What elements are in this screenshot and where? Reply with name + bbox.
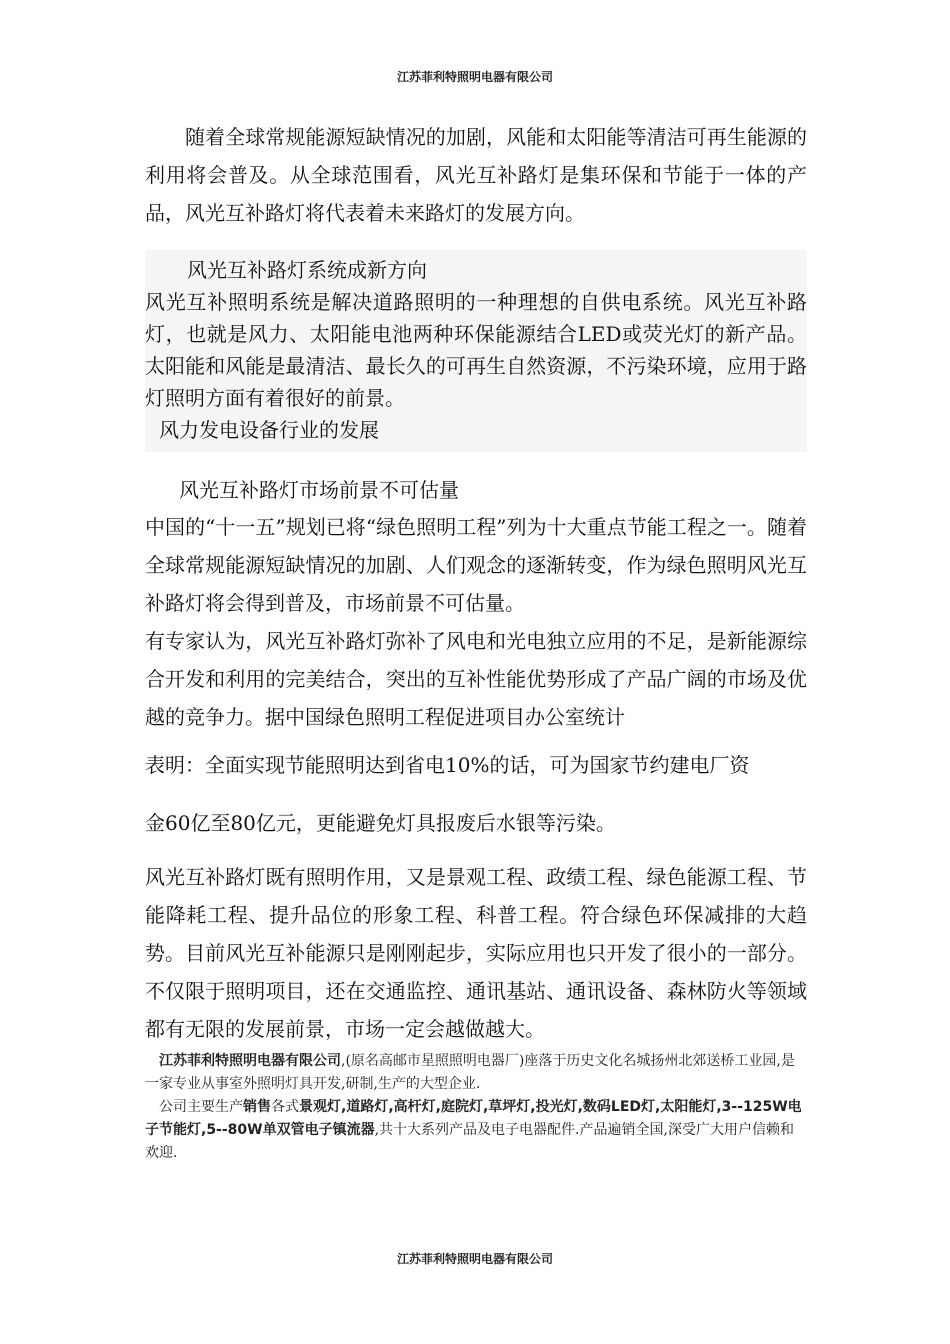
page-footer: 江苏菲利特照明电器有限公司 [396, 1252, 553, 1266]
system-section [145, 250, 807, 452]
sales-word: 销售 [243, 1099, 271, 1115]
section-heading-market: 风光互补路灯市场前景不可估量 [179, 478, 459, 502]
company-name: 江苏菲利特照明电器有限公司 [159, 1053, 341, 1069]
company-info [145, 1050, 807, 1165]
products-prefix: 公司主要生产 [159, 1099, 243, 1115]
document-body [145, 118, 807, 1165]
product-list: 景观灯,道路灯,高杆灯,庭院灯,草坪灯,投光灯,数码LED灯,太阳能灯,3--125W电子节能灯,5--80W单双管电子镇流器 [145, 1099, 802, 1138]
page-header: 江苏菲利特照明电器有限公司 [396, 70, 553, 84]
market-paragraph-5: 风光互补路灯既有照明作用，又是景观工程、政绩工程、绿色能源工程、节能降耗工程、提升品位的形象工程、科普工程。符合绿色环保减排的大趋势。目前风光互补能源只是刚刚起步，实际应用也只开发了很小的一部分。不仅限于照明项目，还在交通监控、通讯基站、通讯设备、森林防火等领域都有无限的发展前景，市场一定会越做越大。 [145, 865, 807, 1041]
company-intro [145, 1050, 807, 1096]
intro-paragraph: 随着全球常规能源短缺情况的加剧，风能和太阳能等清洁可再生能源的利用将会普及。从全球范围看，风光互补路灯是集环保和节能于一体的产品，风光互补路灯将代表着未来路灯的发展方向。 [145, 125, 807, 225]
system-paragraph: 风光互补照明系统是解决道路照明的一种理想的自供电系统。风光互补路灯，也就是风力、太阳能电池两种环保能源结合LED或荧光灯的新产品。太阳能和风能是最清洁、最长久的可再生自然资源，不污染环境，应用于路灯照明方面有着很好的前景。 [145, 290, 807, 410]
market-paragraph-4: 金60亿至80亿元，更能避免灯具报废后水银等污染。 [145, 811, 616, 835]
market-paragraph-1: 中国的“十一五”规划已将“绿色照明工程”列为十大重点节能工程之一。随着全球常规能源短缺情况的加剧、人们观念的逐渐转变，作为绿色照明风光互补路灯将会得到普及，市场前景不可估量。 [145, 515, 807, 615]
products-rest: ,共十大系列产品及电子电器配件.产品遍销全国,深受广大用户信赖和欢迎. [145, 1122, 794, 1161]
company-products [145, 1096, 807, 1165]
section-heading-system: 风光互补路灯系统成新方向 [187, 258, 427, 282]
market-paragraph-3: 表明：全面实现节能照明达到省电10%的话，可为国家节约建电厂资 [145, 753, 750, 777]
market-section [145, 472, 807, 1048]
market-paragraph-2: 有专家认为，风光互补路灯弥补了风电和光电独立应用的不足，是新能源综合开发和利用的完美结合，突出的互补性能优势形成了产品广阔的市场及优越的竞争力。据中国绿色照明工程促进项目办公室统计 [145, 629, 807, 729]
products-mid: 各式 [271, 1099, 299, 1115]
company-intro-text: ,(原名高邮市星照照明电器厂)座落于历史文化名城扬州北郊送桥工业园,是一家专业从事室外照明灯具开发,研制,生产的大型企业. [145, 1053, 795, 1092]
wind-power-industry-link[interactable]: 风力发电设备行业的发展 [159, 418, 379, 442]
